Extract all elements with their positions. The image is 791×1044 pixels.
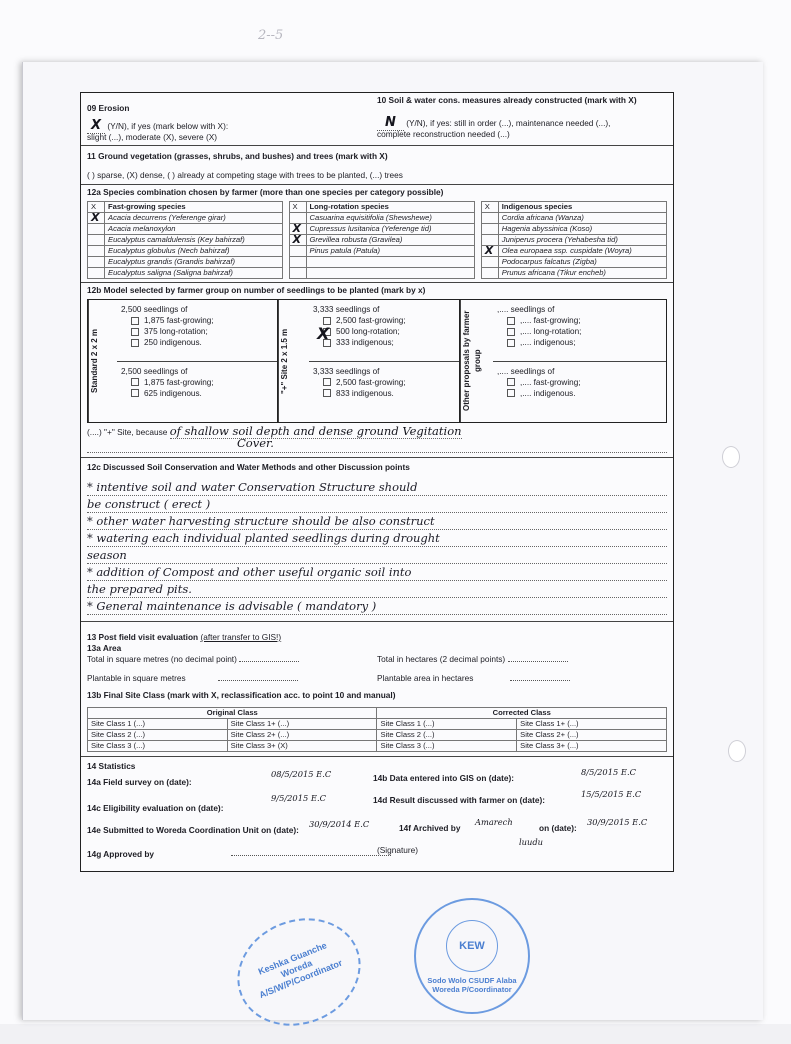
submitted-label: 14e Submitted to Woreda Coordination Unit on (date):: [87, 825, 299, 835]
long-x-header: X: [289, 202, 306, 213]
long-row: [289, 213, 474, 224]
discussion-line[interactable]: * General maintenance is advisable ( mandatory ): [87, 598, 667, 615]
fast-mark-cell[interactable]: [88, 257, 105, 268]
option-line: 1,875 fast-growing;: [144, 377, 214, 387]
total-sqm-label: Total in square metres (no decimal point): [87, 654, 237, 664]
long-species-name: Casuarina equisitifolia (Shewshewe): [306, 213, 474, 224]
indig-species-name: Hagenia abyssinica (Koso): [498, 224, 666, 235]
discussion-line[interactable]: * addition of Compost and other useful organic soil into: [87, 564, 667, 581]
indig-mark-cell[interactable]: [481, 257, 498, 268]
option-line: ,.... seedlings of: [497, 366, 555, 376]
approved-field[interactable]: [231, 855, 391, 856]
indig-row: [481, 257, 666, 268]
fast-mark-cell[interactable]: [88, 268, 105, 279]
plus-site-option-2[interactable]: [309, 362, 459, 423]
plantable-sqm-field[interactable]: [218, 680, 298, 681]
site-class-cell[interactable]: Site Class 2+ (...): [227, 730, 377, 741]
indig-row: [481, 224, 666, 235]
archived-label: 14f Archived by: [399, 823, 461, 833]
fast-header: Fast-growing species: [105, 202, 283, 213]
indig-species-name: Podocarpus falcatus (Zigba): [498, 257, 666, 268]
long-row: [289, 268, 474, 279]
statistics-section: [81, 757, 673, 871]
left-stamp-text: Keshka Guanche Woreda A/S/W/P/Coordinator: [256, 940, 344, 1001]
long-mark-cell[interactable]: [289, 268, 306, 279]
punch-hole: [722, 446, 740, 468]
other-option-1[interactable]: [493, 300, 666, 362]
site-class-cell[interactable]: Site Class 3+ (X): [227, 741, 377, 752]
discussion-line[interactable]: * intentive soil and water Conservation Structure should: [87, 479, 667, 496]
long-row: [289, 246, 474, 257]
indigenous-table: [481, 201, 667, 279]
discussion-lines: [87, 479, 667, 615]
indig-species-name: Cordia africana (Wanza): [498, 213, 666, 224]
approved-label: 14g Approved by: [87, 849, 155, 859]
standard-label: Standard 2 x 2 m: [88, 300, 117, 422]
option-line: ,.... seedlings of: [497, 305, 555, 314]
discussion-section: [81, 458, 673, 622]
plantable-ha-label: Plantable area in hectares: [377, 673, 474, 683]
plus-site-label: "+" Site 2 x 1.5 m: [278, 300, 309, 422]
option-line: ,.... fast-growing;: [520, 316, 581, 325]
fast-mark-cell[interactable]: [88, 246, 105, 257]
discussion-title: 12c Discussed Soil Conservation and Water Methods and other Discussion points: [87, 462, 410, 472]
fast-species-name: Acacia melanoxylon: [105, 224, 283, 235]
field-survey-value[interactable]: 08/5/2015 E.C: [271, 769, 332, 779]
fast-row: [88, 257, 283, 268]
because-handwriting-2[interactable]: Cover.: [87, 438, 667, 453]
long-species-name: Cupressus lusitanica (Yeferenge tid): [306, 224, 474, 235]
species-title: 12a Species combination chosen by farmer (more than one species per category possible): [87, 187, 444, 197]
standard-option-2[interactable]: [117, 362, 277, 423]
site-class-cell[interactable]: Site Class 2 (...): [377, 730, 517, 741]
erosion-block: [87, 95, 377, 143]
long-species-name: Grevillea robusta (Gravilea): [306, 235, 474, 246]
option-line: 2,500 seedlings of: [121, 366, 188, 376]
model-section: [81, 283, 673, 458]
discussion-line[interactable]: * other water harvesting structure should be also construct: [87, 513, 667, 530]
species-section: [81, 185, 673, 283]
site-class-cell[interactable]: Site Class 1 (...): [88, 719, 228, 730]
site-class-cell[interactable]: Site Class 3 (...): [377, 741, 517, 752]
site-class-cell[interactable]: Site Class 1 (...): [377, 719, 517, 730]
long-mark-cell[interactable]: [289, 246, 306, 257]
fast-species-name: Eucalyptus grandis (Grandis bahirzaf): [105, 257, 283, 268]
ground-vegetation-section: [81, 146, 673, 185]
checkbox-icon[interactable]: [131, 378, 139, 386]
original-class-header: Original Class: [88, 708, 377, 719]
signature-label: (Signature): [377, 845, 419, 855]
fast-row: [88, 213, 283, 224]
option-line: 1,875 fast-growing;: [144, 316, 214, 325]
checkbox-icon[interactable]: [131, 317, 139, 325]
erosion-section: [81, 93, 673, 146]
indig-row: [481, 246, 666, 257]
fast-mark-cell[interactable]: X: [88, 213, 105, 224]
long-mark-cell[interactable]: [289, 257, 306, 268]
option-line: 2,500 seedlings of: [121, 305, 188, 314]
site-class-cell[interactable]: Site Class 2+ (...): [517, 730, 667, 741]
site-class-row: [88, 730, 667, 741]
indig-row: [481, 235, 666, 246]
total-sqm-field[interactable]: [239, 661, 299, 662]
fast-row: [88, 235, 283, 246]
fast-growing-table: [87, 201, 283, 279]
long-species-name: [306, 257, 474, 268]
eligibility-label: 14c Eligibility evaluation on (date):: [87, 803, 224, 813]
checkbox-icon[interactable]: [131, 389, 139, 397]
option-line: ,.... indigenous.: [520, 388, 576, 398]
result-discussed-value[interactable]: 15/5/2015 E.C: [581, 789, 642, 799]
erosion-yn-value[interactable]: X: [87, 118, 105, 134]
long-rotation-table: [289, 201, 475, 279]
option-line: 2,500 fast-growing;: [336, 377, 406, 387]
area-title: 13a Area: [87, 643, 122, 653]
archived-date-value[interactable]: 30/9/2015 E.C: [587, 817, 648, 827]
fast-mark-cell[interactable]: [88, 235, 105, 246]
option-line: 625 indigenous.: [144, 388, 202, 398]
long-mark-cell[interactable]: X: [289, 235, 306, 246]
indig-mark-cell[interactable]: X: [481, 246, 498, 257]
discussion-line[interactable]: the prepared pits.: [87, 581, 667, 598]
ground-vegetation-title: 11 Ground vegetation (grasses, shrubs, and bushes) and trees (mark with X): [87, 151, 388, 161]
fast-row: [88, 246, 283, 257]
option-line: ,.... long-rotation;: [520, 327, 582, 336]
archived-by-value[interactable]: Amarech: [475, 817, 513, 827]
plantable-ha-field[interactable]: [510, 680, 570, 681]
final-class-title: 13b Final Site Class (mark with X, reclassification acc. to point 10 and manual): [87, 690, 396, 700]
because-handwriting-1[interactable]: of shallow soil depth and dense ground Vegitation: [169, 424, 462, 438]
checkbox-icon[interactable]: [131, 328, 139, 336]
page-corner-mark: 2--5: [258, 28, 284, 43]
submitted-value[interactable]: 30/9/2014 E.C: [309, 819, 370, 829]
checkbox-icon[interactable]: [323, 389, 331, 397]
plantable-sqm-label: Plantable in square metres: [87, 673, 186, 683]
option-line: 375 long-rotation;: [144, 327, 208, 336]
long-mark-cell[interactable]: X: [289, 224, 306, 235]
fast-row: [88, 268, 283, 279]
other-proposals-label: Other proposals by farmer group: [460, 300, 493, 422]
soil-water-yn-value[interactable]: N: [377, 115, 404, 131]
option-line: ,.... fast-growing;: [520, 377, 581, 387]
corrected-class-header: Corrected Class: [377, 708, 667, 719]
site-class-row: [88, 741, 667, 752]
plus-site-mark: X: [317, 324, 330, 343]
archived-date-label: on (date):: [539, 823, 577, 833]
long-row: [289, 224, 474, 235]
long-species-name: [306, 268, 474, 279]
checkbox-icon[interactable]: [507, 339, 515, 347]
fast-mark-cell[interactable]: [88, 224, 105, 235]
other-option-2[interactable]: [493, 362, 666, 423]
option-line: 3,333 seedlings of: [313, 366, 380, 376]
checkbox-icon[interactable]: [507, 378, 515, 386]
indig-mark-cell[interactable]: [481, 268, 498, 279]
indig-species-name: Prunus africana (Tikur encheb): [498, 268, 666, 279]
option-line: ,.... indigenous;: [520, 338, 576, 347]
right-stamp: [414, 898, 530, 1014]
plus-site-option-1[interactable]: [309, 300, 459, 362]
discussion-line[interactable]: * watering each individual planted seedlings during drought: [87, 530, 667, 547]
long-row: [289, 257, 474, 268]
right-stamp-center: KEW: [446, 920, 498, 972]
checkbox-icon[interactable]: [507, 317, 515, 325]
soil-water-line2: complete reconstruction needed (...): [377, 129, 510, 139]
checkbox-icon[interactable]: [507, 389, 515, 397]
indig-mark-cell[interactable]: [481, 213, 498, 224]
soil-water-title: 10 Soil & water cons. measures already constructed (mark with X): [377, 95, 637, 105]
fast-species-name: Eucalyptus globulus (Nech bahirzaf): [105, 246, 283, 257]
statistics-title: 14 Statistics: [87, 761, 136, 771]
post-visit-section: [81, 622, 673, 757]
gis-entry-value[interactable]: 8/5/2015 E.C: [581, 767, 636, 777]
indig-species-name: Juniperus procera (Yehabesha tid): [498, 235, 666, 246]
soil-water-block: [377, 95, 667, 143]
site-class-table: [87, 707, 667, 752]
because-label: (....) "+" Site, because: [87, 427, 168, 437]
indig-mark-cell[interactable]: [481, 224, 498, 235]
fast-species-name: Eucalyptus camaldulensis (Key bahirzaf): [105, 235, 283, 246]
option-line: 250 indigenous.: [144, 338, 202, 347]
discussion-line[interactable]: be construct ( erect ): [87, 496, 667, 513]
option-line: 500 long-rotation;: [336, 327, 400, 336]
soil-water-line1: (Y/N), if yes: still in order (...), maintenance needed (...),: [406, 118, 611, 128]
site-class-row: [88, 719, 667, 730]
site-assessment-form: [80, 92, 674, 872]
checkbox-icon[interactable]: [507, 328, 515, 336]
indig-species-name: Olea europaea ssp. cuspidate (Woyra): [498, 246, 666, 257]
right-stamp-text: Sodo Wolo CSUDF Alaba Woreda P/Coordinator: [427, 976, 517, 994]
field-survey-label: 14a Field survey on (date):: [87, 777, 192, 787]
site-class-cell[interactable]: Site Class 1+ (...): [227, 719, 377, 730]
total-ha-field[interactable]: [508, 661, 568, 662]
gis-entry-label: 14b Data entered into GIS on (date):: [373, 773, 515, 783]
site-class-cell[interactable]: Site Class 3 (...): [88, 741, 228, 752]
option-line: 833 indigenous.: [336, 388, 394, 398]
standard-option-1[interactable]: [117, 300, 277, 362]
erosion-title: 09 Erosion: [87, 103, 130, 113]
option-line: 3,333 seedlings of: [313, 305, 380, 314]
checkbox-icon[interactable]: [323, 378, 331, 386]
discussion-line[interactable]: season: [87, 547, 667, 564]
signature-handwriting: luudu: [519, 837, 543, 847]
punch-hole: [728, 740, 746, 762]
indig-row: [481, 268, 666, 279]
fast-species-name: Eucalyptus saligna (Saligna bahirzaf): [105, 268, 283, 279]
result-discussed-label: 14d Result discussed with farmer on (date):: [373, 795, 545, 805]
fast-row: [88, 224, 283, 235]
fast-x-header: X: [88, 202, 105, 213]
indig-row: [481, 213, 666, 224]
fast-species-name: Acacia decurrens (Yeferenge girar): [105, 213, 283, 224]
long-header: Long-rotation species: [306, 202, 474, 213]
total-ha-label: Total in hectares (2 decimal points): [377, 654, 506, 664]
indig-x-header: X: [481, 202, 498, 213]
indig-header: Indigenous species: [498, 202, 666, 213]
site-class-cell[interactable]: Site Class 3+ (...): [517, 741, 667, 752]
long-species-name: Pinus patula (Patula): [306, 246, 474, 257]
site-class-cell[interactable]: Site Class 1+ (...): [517, 719, 667, 730]
erosion-line2: slight (...), moderate (X), severe (X): [87, 132, 218, 142]
long-row: [289, 235, 474, 246]
site-class-cell[interactable]: Site Class 2 (...): [88, 730, 228, 741]
option-line: 333 indigenous;: [336, 338, 394, 347]
post-visit-title-note: (after transfer to GIS!): [200, 632, 282, 642]
option-line: 2,500 fast-growing;: [336, 316, 406, 325]
post-visit-title: 13 Post field visit evaluation: [87, 632, 199, 642]
checkbox-icon[interactable]: [131, 339, 139, 347]
ground-vegetation-line: ( ) sparse, (X) dense, ( ) already at competing stage with trees to be planted, (...) trees: [87, 170, 403, 180]
model-title: 12b Model selected by farmer group on number of seedlings to be planted (mark by x): [87, 285, 426, 295]
eligibility-value[interactable]: 9/5/2015 E.C: [271, 793, 326, 803]
erosion-line1: (Y/N), if yes (mark below with X):: [107, 121, 229, 131]
